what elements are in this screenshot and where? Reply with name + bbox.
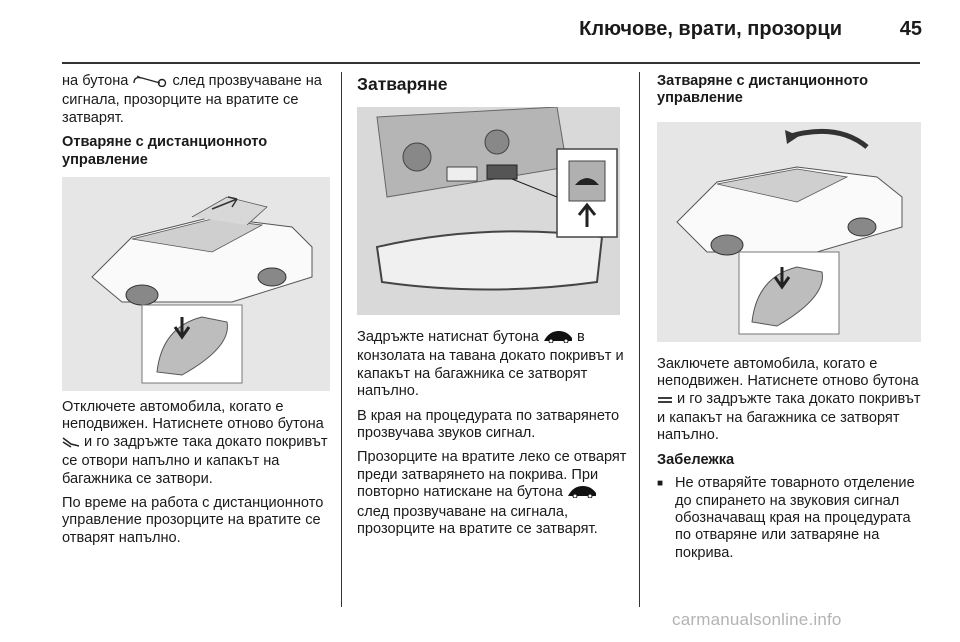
col1-heading: Отваряне с дистанционното управление [62, 134, 268, 168]
convertible-roof-icon [543, 329, 573, 348]
column-1 [62, 73, 330, 554]
column-divider-1 [341, 72, 342, 607]
col3-paragraph-1: Заключете автомобила, когато е неподвижен. Натиснете отново бутона и го задръжте така докато покривът и капакът на багажника се затворят напълно. [657, 355, 921, 444]
column-divider-2 [639, 72, 640, 607]
opening-remote-figure [62, 177, 330, 391]
watermark: carmanualsonline.info [672, 610, 842, 629]
col3-heading: Затваряне с дистанционното управление [657, 73, 869, 107]
col2-paragraph-3: Прозорците на вратите леко се отварят преди затварянето на покрива. При повторно натискане на бутона след прозвучаване на сигнала, прозорците на вратите се затварят. [357, 449, 627, 538]
note-list [657, 475, 925, 562]
car-close-roof-illustration [657, 122, 921, 342]
key-slide-icon [132, 73, 168, 92]
unlock-icon [62, 436, 80, 453]
closing-remote-figure [657, 122, 921, 342]
col2-paragraph-1: Задръжте натиснат бутона в конзолата на тавана докато покривът и капакът на багажника се затворят напълно. [357, 329, 624, 400]
overhead-console-illustration [357, 107, 620, 315]
header-rule [62, 62, 920, 64]
note-item: ■ Не отваряйте товарното отделение до спирането на звуковия сигнал обозначаващ края на процедурата по отваряне или затваряне на покрива. [657, 475, 925, 562]
col1-paragraph-3: По време на работа с дистанционното управление прозорците на вратите се отварят напълно. [62, 495, 324, 546]
convertible-roof-icon [567, 484, 597, 503]
col1-paragraph-1: на бутона след прозвучаване на сигнала, прозорците на вратите се затварят. [62, 73, 322, 126]
page-title: Ключове, врати, прозорци [579, 18, 842, 40]
page-number: 45 [899, 18, 922, 40]
lock-icon [657, 393, 673, 410]
col1-paragraph-2: Отключете автомобила, когато е неподвижен. Натиснете отново бутона и го задръжте така докато покривът се отвори напълно и капакът на багажника се затвори. [62, 399, 328, 487]
col2-heading: Затваряне [357, 74, 448, 94]
roof-console-figure [357, 107, 620, 315]
col2-paragraph-2: В края на процедурата по затварянето прозвучава звуков сигнал. [357, 407, 620, 442]
note-heading: Забележка [657, 451, 735, 468]
column-2 [357, 73, 629, 545]
car-open-roof-illustration [62, 177, 330, 391]
column-3 [657, 73, 925, 562]
